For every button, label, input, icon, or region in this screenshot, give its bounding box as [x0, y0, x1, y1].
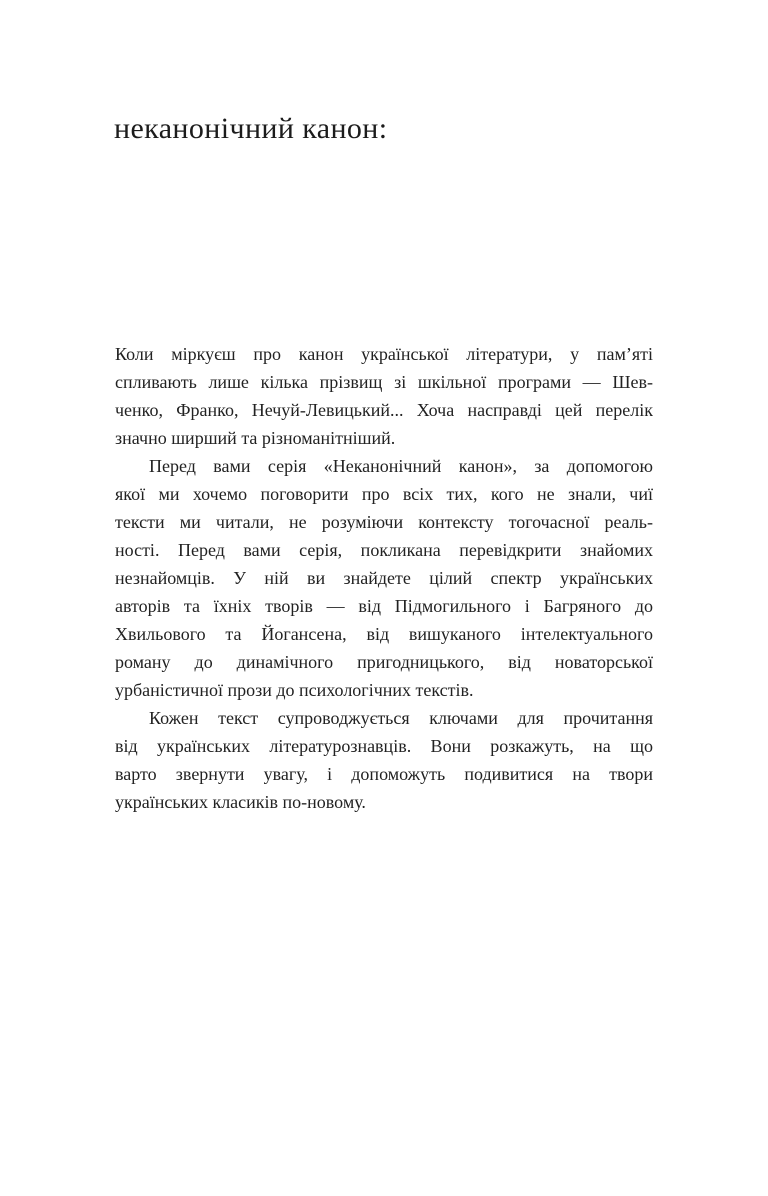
text-line: Перед вами серія «Неканонічний канон», за допомогою — [149, 456, 653, 476]
text-line: авторів та їхніх творів — від Підмогильного і Багряного до — [115, 596, 653, 616]
text-line: якої ми хочемо поговорити про всіх тих, кого не знали, чиї — [115, 484, 653, 504]
text-line: Хвильового та Йогансена, від вишуканого інтелектуального — [115, 624, 653, 644]
text-line: ченко, Франко, Нечуй-Левицький... Хоча насправді цей перелік — [115, 400, 653, 420]
intro-text-block — [115, 340, 653, 816]
text-line: Коли міркуєш про канон української літератури, у памʼяті — [115, 344, 653, 364]
text-line: варто звернути увагу, і допоможуть подивитися на твори — [115, 764, 653, 784]
text-line: тексти ми читали, не розуміючи контексту тогочасної реаль- — [115, 512, 653, 532]
paragraph-2 — [115, 452, 653, 704]
page-title: неканонічний канон: — [114, 112, 388, 145]
text-line: спливають лише кілька прізвищ зі шкільної програми — Шев- — [115, 372, 653, 392]
text-line: роману до динамічного пригодницького, від новаторської — [115, 652, 653, 672]
text-line: незнайомців. У ній ви знайдете цілий спектр українських — [115, 568, 653, 588]
text-line: урбаністичної прози до психологічних текстів. — [115, 680, 474, 700]
paragraph-1 — [115, 340, 653, 452]
text-line: значно ширший та різноманітніший. — [115, 428, 396, 448]
text-line: Кожен текст супроводжується ключами для прочитання — [149, 708, 653, 728]
paragraph-3 — [115, 704, 653, 816]
text-line: ності. Перед вами серія, покликана перевідкрити знайомих — [115, 540, 653, 560]
text-line: від українських літературознавців. Вони розкажуть, на що — [115, 736, 653, 756]
text-line: українських класиків по-новому. — [115, 792, 366, 812]
